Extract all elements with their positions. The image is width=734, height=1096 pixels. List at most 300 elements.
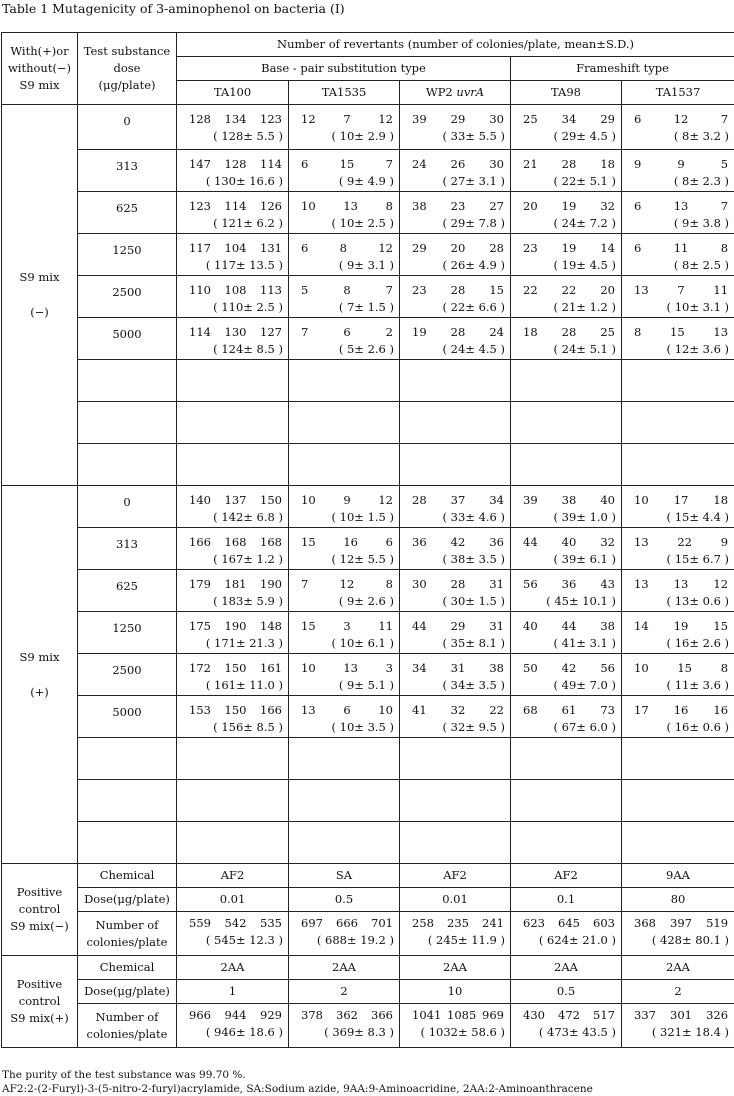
header-dose — [78, 33, 177, 105]
count-cell — [622, 570, 734, 612]
count: 28 — [561, 325, 577, 339]
mean-sd: ( 10± 1.5 ) — [331, 510, 394, 524]
mean-sd: ( 156± 8.5 ) — [213, 720, 283, 734]
replicate-counts — [511, 702, 621, 719]
colonies-label — [78, 1004, 177, 1048]
count: 130 — [224, 325, 247, 339]
count: 13 — [301, 703, 316, 717]
count: 6 — [634, 241, 642, 255]
count-cell — [622, 912, 734, 956]
count-cell — [622, 528, 734, 570]
empty-cell — [622, 360, 734, 402]
count: 172 — [189, 661, 211, 675]
count: 24 — [412, 157, 427, 171]
mean-sd: ( 45± 10.1 ) — [546, 594, 616, 608]
chemical-cell: 2AA — [511, 956, 622, 980]
replicate-counts — [511, 156, 621, 173]
mean-sd: ( 12± 3.6 ) — [666, 342, 730, 356]
count-cell — [400, 612, 511, 654]
replicate-counts — [400, 915, 510, 932]
mean-sd: ( 30± 1.5 ) — [442, 594, 505, 608]
replicate-counts — [622, 492, 734, 509]
mean-sd: ( 24± 5.1 ) — [553, 342, 616, 356]
mean-sd: ( 9± 4.9 ) — [338, 174, 394, 188]
header-strain-0: TA100 — [177, 81, 289, 105]
empty-cell — [400, 780, 511, 822]
count-cell — [622, 486, 734, 528]
count: 50 — [523, 661, 538, 675]
replicate-counts — [622, 240, 734, 257]
dose-cell: 1250 — [78, 612, 177, 654]
count: 7 — [385, 157, 393, 171]
count: 34 — [489, 493, 504, 507]
mean-sd: ( 128± 5.5 ) — [213, 129, 283, 143]
count-cell — [400, 912, 511, 956]
count: 13 — [713, 325, 729, 339]
count: 19 — [412, 325, 427, 339]
replicate-counts — [511, 111, 621, 128]
mean-sd: ( 5± 2.6 ) — [338, 342, 394, 356]
count: 472 — [558, 1008, 580, 1022]
count: 168 — [260, 535, 282, 549]
count: 68 — [523, 703, 538, 717]
mean-sd: ( 24± 4.5 ) — [442, 342, 505, 356]
empty-cell — [177, 360, 289, 402]
replicate-counts — [177, 702, 288, 719]
dose-value-cell: 80 — [622, 888, 734, 912]
count: 326 — [706, 1008, 729, 1022]
mean-sd: ( 9± 2.6 ) — [338, 594, 394, 608]
dose-cell: 0 — [78, 105, 177, 150]
replicate-counts — [400, 660, 510, 677]
empty-cell — [177, 402, 289, 444]
dose-cell: 625 — [78, 570, 177, 612]
mean-sd: ( 9± 3.1 ) — [338, 258, 394, 272]
count-cell — [289, 105, 400, 150]
mean-sd: ( 24± 7.2 ) — [553, 216, 616, 230]
count-cell — [511, 612, 622, 654]
replicate-counts — [177, 198, 288, 215]
count: 13 — [673, 577, 689, 591]
count-cell — [622, 696, 734, 738]
count-cell — [622, 234, 734, 276]
count-cell — [511, 696, 622, 738]
replicate-counts — [400, 282, 510, 299]
count: 13 — [343, 661, 358, 675]
count: 7 — [301, 577, 309, 591]
count-cell — [622, 654, 734, 696]
empty-cell — [511, 822, 622, 864]
mean-sd: ( 8± 2.5 ) — [673, 258, 730, 272]
count: 31 — [489, 619, 504, 633]
count: 6 — [634, 199, 642, 213]
count: 517 — [593, 1008, 615, 1022]
chemical-cell: 2AA — [177, 956, 289, 980]
count: 542 — [224, 916, 247, 930]
mean-sd: ( 369± 8.3 ) — [324, 1025, 394, 1039]
replicate-counts — [289, 534, 399, 551]
count: 15 — [713, 619, 729, 633]
colonies-label — [78, 912, 177, 956]
empty-cell — [400, 738, 511, 780]
mean-sd: ( 67± 6.0 ) — [553, 720, 616, 734]
count: 44 — [412, 619, 427, 633]
count: 8 — [720, 241, 729, 255]
mean-sd: ( 41± 3.1 ) — [553, 636, 616, 650]
empty-cell — [177, 822, 289, 864]
count-cell — [289, 192, 400, 234]
mean-sd: ( 10± 3.1 ) — [666, 300, 730, 314]
count: 16 — [713, 703, 729, 717]
count-cell — [622, 192, 734, 234]
replicate-counts — [622, 156, 734, 173]
count-cell — [177, 486, 289, 528]
count: 5 — [301, 283, 309, 297]
count: 29 — [600, 112, 615, 126]
replicate-counts — [289, 576, 399, 593]
count: 397 — [670, 916, 692, 930]
count-cell — [289, 318, 400, 360]
count-cell — [177, 150, 289, 192]
count-cell — [400, 486, 511, 528]
count-cell — [622, 318, 734, 360]
count: 150 — [224, 661, 247, 675]
mean-sd: ( 124± 8.5 ) — [213, 342, 283, 356]
mean-sd: ( 110± 2.5 ) — [213, 300, 283, 314]
mean-sd: ( 245± 11.9 ) — [427, 933, 505, 947]
empty-cell — [511, 360, 622, 402]
replicate-counts — [622, 618, 734, 635]
count: 22 — [489, 703, 504, 717]
replicate-counts — [400, 492, 510, 509]
empty-cell — [511, 780, 622, 822]
replicate-counts — [289, 240, 399, 257]
count: 28 — [450, 283, 466, 297]
header-frameshift: Frameshift type — [511, 57, 734, 81]
count: 148 — [260, 619, 282, 633]
count: 110 — [189, 283, 211, 297]
empty-cell — [622, 444, 734, 486]
replicate-counts — [622, 576, 734, 593]
count: 15 — [301, 619, 316, 633]
count-cell — [511, 486, 622, 528]
count: 20 — [450, 241, 466, 255]
count: 29 — [412, 241, 427, 255]
empty-cell — [78, 738, 177, 780]
count-cell — [177, 276, 289, 318]
replicate-counts — [177, 660, 288, 677]
count: 32 — [600, 199, 615, 213]
replicate-counts — [622, 282, 734, 299]
count: 944 — [224, 1008, 247, 1022]
replicate-counts — [289, 660, 399, 677]
count: 13 — [634, 577, 649, 591]
cell-line: (−) — [30, 305, 49, 319]
count: 3 — [343, 619, 351, 633]
count: 28 — [412, 493, 427, 507]
count: 147 — [189, 157, 211, 171]
count: 25 — [523, 112, 538, 126]
count: 18 — [713, 493, 729, 507]
header-strain-1: TA1535 — [289, 81, 400, 105]
count-cell — [511, 1004, 622, 1048]
replicate-counts — [177, 1007, 288, 1024]
count: 12 — [673, 112, 689, 126]
mean-sd: ( 12± 5.5 ) — [331, 552, 394, 566]
count-cell — [289, 276, 400, 318]
count: 9 — [720, 535, 729, 549]
cell-line: S9 mix(+) — [10, 1011, 69, 1025]
replicate-counts — [289, 702, 399, 719]
count: 181 — [224, 577, 247, 591]
count-cell — [622, 105, 734, 150]
dose-value-cell: 0.1 — [511, 888, 622, 912]
replicate-counts — [622, 660, 734, 677]
count: 9 — [677, 157, 685, 171]
count: 9 — [343, 493, 351, 507]
count: 11 — [713, 283, 729, 297]
count: 16 — [343, 535, 358, 549]
mean-sd: ( 38± 3.5 ) — [442, 552, 505, 566]
positive-control-label — [2, 864, 78, 956]
count-cell — [511, 192, 622, 234]
replicate-counts — [511, 240, 621, 257]
replicate-counts — [400, 618, 510, 635]
mean-sd: ( 142± 6.8 ) — [213, 510, 283, 524]
count: 16 — [673, 703, 689, 717]
header-revertants: Number of revertants (number of colonies/plate, mean±S.D.) — [177, 33, 734, 57]
count: 7 — [301, 325, 309, 339]
count: 38 — [600, 619, 615, 633]
count: 337 — [634, 1008, 656, 1022]
replicate-counts — [177, 915, 288, 932]
count: 61 — [561, 703, 577, 717]
count: 6 — [301, 157, 309, 171]
count: 6 — [301, 241, 309, 255]
count-cell — [289, 654, 400, 696]
replicate-counts — [177, 111, 288, 128]
mean-sd: ( 7± 1.5 ) — [338, 300, 394, 314]
table-title: Table 1 Mutagenicity of 3-aminophenol on bacteria (I) — [2, 1, 345, 16]
mean-sd: ( 183± 5.9 ) — [213, 594, 283, 608]
dose-cell: 313 — [78, 528, 177, 570]
cell-line: Test substance — [83, 44, 171, 58]
chemical-label: Chemical — [78, 864, 177, 888]
count: 701 — [371, 916, 393, 930]
count: 166 — [189, 535, 211, 549]
replicate-counts — [400, 198, 510, 215]
mean-sd: ( 33± 4.6 ) — [442, 510, 505, 524]
count: 14 — [634, 619, 649, 633]
count-cell — [400, 1004, 511, 1048]
count: 42 — [450, 535, 466, 549]
replicate-counts — [177, 492, 288, 509]
count: 15 — [339, 157, 355, 171]
header-strain-3: TA98 — [511, 81, 622, 105]
mean-sd: ( 32± 9.5 ) — [442, 720, 505, 734]
dose-cell: 1250 — [78, 234, 177, 276]
count-cell — [177, 912, 289, 956]
count: 559 — [189, 916, 211, 930]
cell-line: control — [18, 902, 61, 916]
cell-line: With(+)or — [10, 44, 69, 58]
count: 41 — [412, 703, 427, 717]
count: 8 — [634, 325, 642, 339]
count: 42 — [561, 661, 577, 675]
dose-label: Dose(μg/plate) — [78, 980, 177, 1004]
replicate-counts — [511, 576, 621, 593]
count: 430 — [523, 1008, 545, 1022]
count: 117 — [189, 241, 211, 255]
footnote-abbreviations: AF2:2-(2-Furyl)-3-(5-nitro-2-furyl)acrylamide, SA:Sodium azide, 9AA:9-Aminoacridine, 2AA:2-Aminoanthracene — [2, 1083, 593, 1095]
dose-cell: 5000 — [78, 696, 177, 738]
count: 123 — [260, 112, 282, 126]
count: 22 — [523, 283, 538, 297]
chemical-cell: 9AA — [622, 864, 734, 888]
mean-sd: ( 10± 3.5 ) — [331, 720, 394, 734]
count: 44 — [523, 535, 538, 549]
count: 362 — [336, 1008, 358, 1022]
count: 179 — [189, 577, 211, 591]
count: 36 — [561, 577, 577, 591]
replicate-counts — [289, 915, 399, 932]
count: 623 — [523, 916, 545, 930]
group-label — [2, 105, 78, 486]
count: 18 — [600, 157, 615, 171]
replicate-counts — [511, 324, 621, 341]
count: 15 — [670, 325, 685, 339]
replicate-counts — [622, 1007, 734, 1024]
count: 301 — [670, 1008, 692, 1022]
replicate-counts — [177, 576, 288, 593]
count: 127 — [260, 325, 282, 339]
count: 166 — [260, 703, 282, 717]
count: 150 — [224, 703, 247, 717]
count: 11 — [378, 619, 393, 633]
count: 26 — [450, 157, 466, 171]
count: 10 — [301, 661, 316, 675]
empty-cell — [622, 402, 734, 444]
count: 27 — [489, 199, 504, 213]
chemical-cell: 2AA — [400, 956, 511, 980]
count: 5 — [720, 157, 729, 171]
dose-value-cell: 2 — [622, 980, 734, 1004]
cell-line: Number of — [95, 917, 159, 932]
count: 34 — [561, 112, 577, 126]
mean-sd: ( 473± 43.5 ) — [538, 1025, 616, 1039]
count: 20 — [523, 199, 538, 213]
count-cell — [289, 1004, 400, 1048]
count-cell — [400, 528, 511, 570]
cell-line: S9 mix — [19, 78, 60, 92]
count: 34 — [412, 661, 427, 675]
count: 7 — [385, 283, 393, 297]
count: 20 — [600, 283, 615, 297]
count-cell — [177, 318, 289, 360]
empty-cell — [511, 402, 622, 444]
mean-sd: ( 11± 3.6 ) — [666, 678, 730, 692]
count-cell — [289, 234, 400, 276]
count: 697 — [301, 916, 323, 930]
empty-cell — [289, 402, 400, 444]
count: 368 — [634, 916, 656, 930]
count: 8 — [385, 577, 393, 591]
count: 10 — [378, 703, 393, 717]
dose-cell: 2500 — [78, 276, 177, 318]
group-label — [2, 486, 78, 864]
count: 7 — [677, 283, 685, 297]
count-cell — [511, 105, 622, 150]
count-cell — [400, 318, 511, 360]
mean-sd: ( 545± 12.3 ) — [205, 933, 283, 947]
mean-sd: ( 22± 5.1 ) — [553, 174, 616, 188]
empty-cell — [78, 822, 177, 864]
empty-cell — [289, 822, 400, 864]
mean-sd: ( 49± 7.0 ) — [553, 678, 616, 692]
count-cell — [622, 276, 734, 318]
mean-sd: ( 8± 3.2 ) — [673, 129, 730, 143]
header-s9 — [2, 33, 78, 105]
count-cell — [400, 234, 511, 276]
dose-value-cell: 0.5 — [289, 888, 400, 912]
count: 10 — [634, 493, 649, 507]
replicate-counts — [177, 324, 288, 341]
count: 28 — [561, 157, 577, 171]
count-cell — [177, 696, 289, 738]
count: 134 — [224, 112, 247, 126]
count: 168 — [224, 535, 247, 549]
count: 19 — [673, 619, 689, 633]
empty-cell — [78, 360, 177, 402]
count: 114 — [224, 199, 247, 213]
count: 161 — [260, 661, 282, 675]
mean-sd: ( 130± 16.6 ) — [205, 174, 283, 188]
count: 22 — [561, 283, 577, 297]
count: 1041 — [412, 1008, 442, 1022]
count: 13 — [634, 283, 649, 297]
mean-sd: ( 15± 4.4 ) — [666, 510, 730, 524]
cell-line: (μg/plate) — [98, 78, 156, 92]
count: 12 — [713, 577, 729, 591]
count: 12 — [301, 112, 316, 126]
count: 175 — [189, 619, 211, 633]
count: 19 — [561, 241, 577, 255]
replicate-counts — [177, 240, 288, 257]
count: 190 — [224, 619, 247, 633]
count: 30 — [489, 157, 504, 171]
replicate-counts — [400, 324, 510, 341]
empty-cell — [511, 738, 622, 780]
replicate-counts — [289, 492, 399, 509]
mean-sd: ( 26± 4.9 ) — [442, 258, 505, 272]
empty-cell — [177, 780, 289, 822]
replicate-counts — [511, 1007, 621, 1024]
count: 15 — [301, 535, 316, 549]
mean-sd: ( 9± 3.8 ) — [673, 216, 730, 230]
mean-sd: ( 8± 2.3 ) — [673, 174, 730, 188]
mean-sd: ( 624± 21.0 ) — [538, 933, 616, 947]
count: 32 — [450, 703, 466, 717]
count-cell — [289, 696, 400, 738]
count: 22 — [677, 535, 692, 549]
count: 23 — [523, 241, 538, 255]
empty-cell — [78, 780, 177, 822]
empty-cell — [289, 444, 400, 486]
empty-cell — [400, 402, 511, 444]
count: 8 — [339, 241, 347, 255]
dose-cell: 5000 — [78, 318, 177, 360]
mean-sd: ( 34± 3.5 ) — [442, 678, 505, 692]
